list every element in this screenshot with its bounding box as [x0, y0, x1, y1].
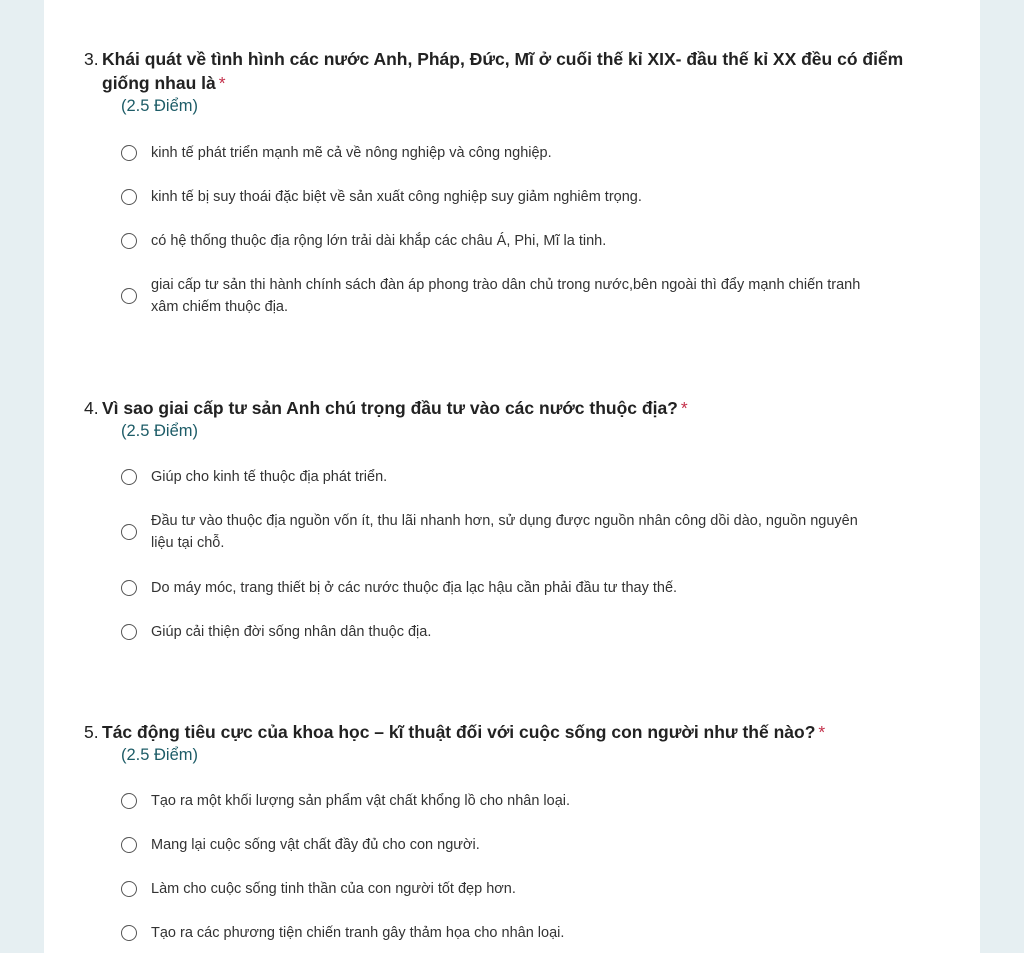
option-label: Giúp cho kinh tế thuộc địa phát triển.	[151, 469, 388, 485]
answer-option[interactable]	[121, 577, 881, 599]
radio-button[interactable]	[121, 580, 137, 596]
answer-option[interactable]	[121, 790, 881, 812]
question-number: 3.	[84, 49, 99, 69]
answer-option[interactable]	[121, 186, 881, 208]
option-label: Mang lại cuộc sống vật chất đầy đủ cho con người.	[151, 837, 480, 853]
question-text: Vì sao giai cấp tư sản Anh chú trọng đầu tư vào các nước thuộc địa?	[102, 398, 678, 418]
answer-option[interactable]	[121, 621, 881, 643]
radio-button[interactable]	[121, 837, 137, 853]
question-points: (2.5 Điểm)	[121, 422, 199, 440]
option-label: Làm cho cuộc sống tinh thần của con người tốt đẹp hơn.	[151, 881, 516, 897]
option-label: kinh tế bị suy thoái đặc biệt về sản xuất công nghiệp suy giảm nghiêm trọng.	[151, 189, 642, 205]
answer-option[interactable]	[121, 466, 881, 488]
question-points: (2.5 Điểm)	[121, 746, 199, 764]
radio-button[interactable]	[121, 288, 137, 304]
radio-button[interactable]	[121, 793, 137, 809]
radio-button[interactable]	[121, 624, 137, 640]
radio-button[interactable]	[121, 145, 137, 161]
question-number: 4.	[84, 398, 99, 418]
answer-option[interactable]	[121, 510, 881, 554]
option-label: có hệ thống thuộc địa rộng lớn trải dài khắp các châu Á, Phi, Mĩ la tinh.	[151, 233, 607, 249]
question-5-title	[84, 720, 932, 744]
question-4-title	[84, 396, 932, 420]
radio-button[interactable]	[121, 881, 137, 897]
required-asterisk: *	[680, 398, 688, 418]
required-asterisk: *	[218, 73, 226, 93]
option-label: Giúp cải thiện đời sống nhân dân thuộc địa.	[151, 624, 432, 640]
option-label: kinh tế phát triển mạnh mẽ cả về nông nghiệp và công nghiệp.	[151, 145, 552, 161]
radio-button[interactable]	[121, 469, 137, 485]
answer-option[interactable]	[121, 274, 881, 318]
question-3-title	[84, 47, 932, 95]
option-label: Do máy móc, trang thiết bị ở các nước thuộc địa lạc hậu cần phải đầu tư thay thế.	[151, 580, 678, 596]
answer-option[interactable]	[121, 834, 881, 856]
option-label: Tạo ra các phương tiện chiến tranh gây thảm họa cho nhân loại.	[151, 925, 565, 941]
required-asterisk: *	[818, 722, 826, 742]
radio-button[interactable]	[121, 925, 137, 941]
answer-option[interactable]	[121, 230, 881, 252]
answer-option[interactable]	[121, 922, 881, 944]
option-label: Đầu tư vào thuộc địa nguồn vốn ít, thu lãi nhanh hơn, sử dụng được nguồn nhân công dồi dào, nguồn nguyên liệu tại chỗ.	[151, 513, 858, 551]
question-number: 5.	[84, 722, 99, 742]
answer-option[interactable]	[121, 142, 881, 164]
form-card	[44, 0, 980, 953]
radio-button[interactable]	[121, 524, 137, 540]
answer-option[interactable]	[121, 878, 881, 900]
radio-button[interactable]	[121, 233, 137, 249]
question-text: Tác động tiêu cực của khoa học – kĩ thuật đối với cuộc sống con người như thế nào?	[102, 722, 816, 742]
option-label: Tạo ra một khối lượng sản phẩm vật chất khổng lồ cho nhân loại.	[151, 793, 571, 809]
question-text: Khái quát về tình hình các nước Anh, Pháp, Đức, Mĩ ở cuối thế kỉ XIX- đầu thế kỉ XX đều có điểm giống nhau là	[102, 49, 904, 93]
option-label: giai cấp tư sản thi hành chính sách đàn áp phong trào dân chủ trong nước,bên ngoài thì đẩy mạnh chiến tranh xâm chiếm thuộc địa.	[151, 277, 861, 315]
question-points: (2.5 Điểm)	[121, 97, 199, 115]
radio-button[interactable]	[121, 189, 137, 205]
